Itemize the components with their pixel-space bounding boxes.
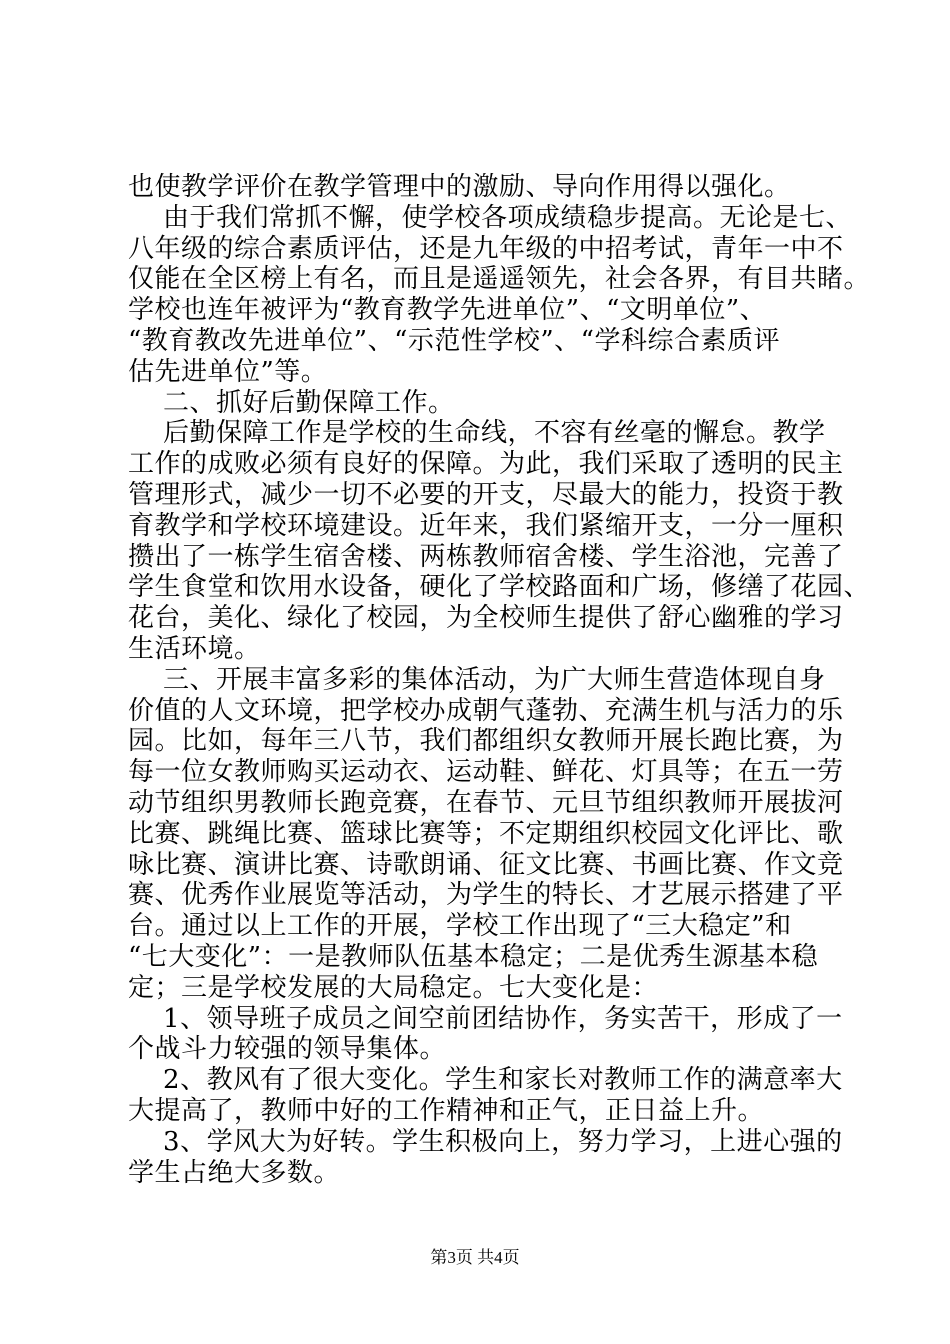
text-line: 攒出了一栋学生宿舍楼、两栋教师宿舍楼、学生浴池，完善了 (128, 541, 844, 572)
text-line: 仅能在全区榜上有名，而且是遥遥领先，社会各界，有目共睹。 (128, 264, 871, 295)
text-line: “教育教改先进单位”、“示范性学校”、“学科综合素质评 (128, 325, 780, 356)
text-line: 管理形式，减少一切不必要的开支，尽最大的能力，投资于教 (128, 479, 844, 510)
text-line: 园。比如，每年三八节，我们都组织女教师开展长跑比赛，为 (128, 726, 844, 757)
list-item: 3、学风大为好转。学生积极向上，努力学习，上进心强的 (128, 1126, 843, 1157)
list-item: 1、领导班子成员之间空前团结协作，务实苦干，形成了一 (128, 1003, 843, 1034)
text-line: 也使教学评价在教学管理中的激励、导向作用得以强化。 (128, 172, 791, 202)
text-line: 后勤保障工作是学校的生命线，不容有丝毫的懈怠。教学 (128, 418, 826, 449)
text-line: 定；三是学校发展的大局稳定。七大变化是： (128, 972, 659, 1003)
text-line: 个战斗力较强的领导集体。 (128, 1034, 447, 1065)
text-line: 赛、优秀作业展览等活动，为学生的特长、才艺展示搭建了平 (128, 880, 844, 911)
section-heading: 三、开展丰富多彩的集体活动，为广大师生营造体现自身 (128, 664, 826, 695)
text-line: 每一位女教师购买运动衣、运动鞋、鲜花、灯具等；在五一劳 (128, 757, 844, 788)
text-line: 学生占绝大多数。 (128, 1157, 341, 1188)
text-line: 八年级的综合素质评估，还是九年级的中招考试，青年一中不 (128, 233, 844, 264)
list-item: 2、教风有了很大变化。学生和家长对教师工作的满意率大 (128, 1065, 843, 1096)
text-line: 估先进单位”等。 (128, 356, 328, 387)
text-line: “七大变化”：一是教师队伍基本稳定；二是优秀生源基本稳 (128, 941, 819, 972)
text-line: 由于我们常抓不懈，使学校各项成绩稳步提高。无论是七、 (128, 202, 853, 233)
page-footer: 第3页 共4页 (430, 1248, 520, 1267)
section-heading: 二、抓好后勤保障工作。 (128, 387, 455, 418)
text-line: 咏比赛、演讲比赛、诗歌朗诵、征文比赛、书画比赛、作文竞 (128, 849, 844, 880)
text-line: 学生食堂和饮用水设备，硬化了学校路面和广场，修缮了花园、 (128, 572, 871, 603)
text-line: 大提高了，教师中好的工作精神和正气，正日益上升。 (128, 1095, 765, 1126)
text-line: 台。通过以上工作的开展，学校工作出现了“三大稳定”和 (128, 911, 792, 942)
text-line: 学校也连年被评为“教育教学先进单位”、“文明单位”、 (128, 295, 767, 326)
text-line: 花台，美化、绿化了校园，为全校师生提供了舒心幽雅的学习 (128, 603, 844, 634)
text-line: 价值的人文环境，把学校办成朝气蓬勃、充满生机与活力的乐 (128, 695, 844, 726)
text-line: 工作的成败必须有良好的保障。为此，我们采取了透明的民主 (128, 449, 844, 480)
text-line: 育教学和学校环境建设。近年来，我们紧缩开支，一分一厘积 (128, 510, 844, 541)
text-line: 生活环境。 (128, 633, 261, 664)
text-line: 动节组织男教师长跑竞赛，在春节、元旦节组织教师开展拔河 (128, 787, 844, 818)
body-text (128, 172, 871, 1188)
text-line: 比赛、跳绳比赛、篮球比赛等；不定期组织校园文化评比、歌 (128, 818, 844, 849)
